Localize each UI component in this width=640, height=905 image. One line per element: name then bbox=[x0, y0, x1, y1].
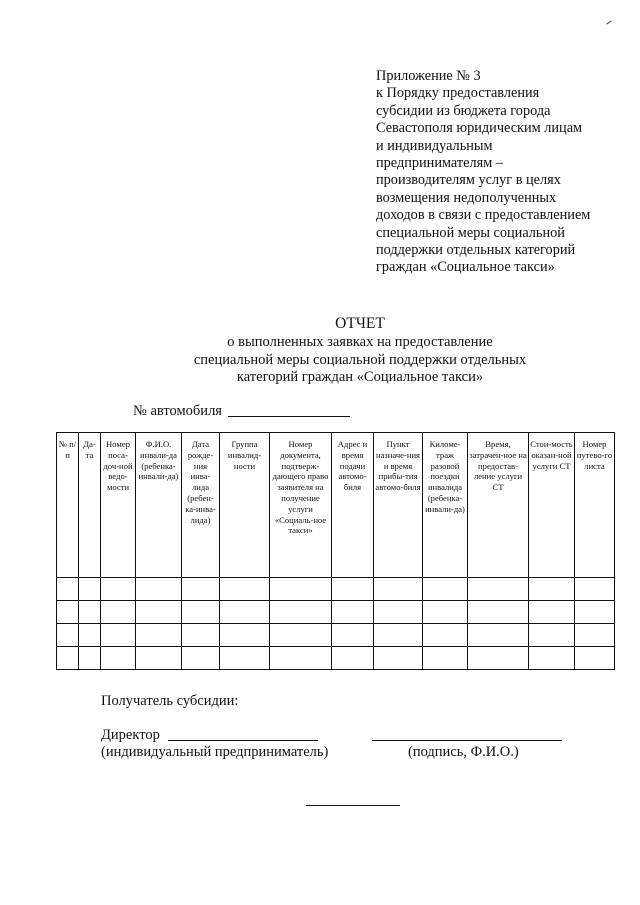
table-cell bbox=[182, 647, 220, 670]
column-header: Стои-мость оказан-ной услуги СТ bbox=[529, 433, 575, 578]
column-header: Да-та bbox=[79, 433, 101, 578]
column-header: Номер документа, подтверж-дающего право заявителя на получение услуги «Социаль-ное такси» bbox=[270, 433, 332, 578]
table-cell bbox=[468, 578, 529, 601]
appendix-line: и индивидуальным bbox=[376, 137, 493, 154]
table-cell bbox=[101, 601, 136, 624]
appendix-line: возмещения недополученных bbox=[376, 189, 557, 206]
table-cell bbox=[79, 601, 101, 624]
table-cell bbox=[374, 647, 423, 670]
table-row bbox=[57, 624, 615, 647]
entrepreneur-caption: (индивидуальный предприниматель) bbox=[101, 744, 329, 760]
table-cell bbox=[182, 601, 220, 624]
report-subtitle-line: о выполненных заявках на предоставление bbox=[227, 334, 493, 350]
subsidy-recipient-label: Получатель субсидии: bbox=[101, 693, 239, 709]
table-cell bbox=[575, 578, 615, 601]
table-cell bbox=[182, 624, 220, 647]
appendix-line: граждан «Социальное такси» bbox=[376, 259, 555, 276]
report-heading: ОТЧЕТ bbox=[335, 315, 385, 332]
table-cell bbox=[220, 601, 270, 624]
column-header: Номер поса-доч-ной ведо-мости bbox=[101, 433, 136, 578]
column-header: Номер путево-го листа bbox=[575, 433, 615, 578]
table-cell bbox=[136, 578, 182, 601]
table-cell bbox=[423, 578, 468, 601]
table-cell bbox=[468, 601, 529, 624]
table-cell bbox=[57, 601, 79, 624]
appendix-line: к Порядку предоставления bbox=[376, 85, 540, 102]
column-header: № п/п bbox=[57, 433, 79, 578]
column-header: Группа инвалид-ности bbox=[220, 433, 270, 578]
table-cell bbox=[374, 578, 423, 601]
column-header: Киломе-траж разовой поездки инвалида (ребенка-инвали-да) bbox=[423, 433, 468, 578]
table-cell bbox=[575, 624, 615, 647]
table-row bbox=[57, 578, 615, 601]
table-cell bbox=[220, 647, 270, 670]
table-cell bbox=[529, 601, 575, 624]
bottom-line bbox=[306, 805, 400, 806]
table-cell bbox=[79, 578, 101, 601]
table-cell bbox=[57, 647, 79, 670]
appendix-line: специальной меры социальной bbox=[376, 224, 565, 241]
table-cell bbox=[423, 624, 468, 647]
appendix-line: предпринимателям – bbox=[376, 155, 503, 172]
table-cell bbox=[374, 624, 423, 647]
table-cell bbox=[79, 624, 101, 647]
table-cell bbox=[468, 624, 529, 647]
table-row bbox=[57, 647, 615, 670]
appendix-line: Севастополя юридическим лицам bbox=[376, 120, 583, 137]
table-cell bbox=[468, 647, 529, 670]
table-cell bbox=[332, 601, 374, 624]
table-cell bbox=[270, 578, 332, 601]
column-header: Адрес и время подачи автомо-биля bbox=[332, 433, 374, 578]
table-cell bbox=[101, 578, 136, 601]
table-row bbox=[57, 601, 615, 624]
appendix-header bbox=[376, 68, 616, 277]
table-cell bbox=[529, 647, 575, 670]
table-header-row bbox=[57, 433, 615, 578]
table-cell bbox=[57, 578, 79, 601]
appendix-line: производителям услуг в целях bbox=[376, 172, 561, 189]
appendix-line: Приложение № 3 bbox=[376, 68, 481, 84]
table-cell bbox=[182, 578, 220, 601]
table-cell bbox=[529, 578, 575, 601]
table-body bbox=[57, 578, 615, 670]
table-cell bbox=[220, 624, 270, 647]
table-cell bbox=[270, 601, 332, 624]
report-subtitle-line: специальной меры социальной поддержки отдельных bbox=[193, 351, 527, 368]
vehicle-number-label: № автомобиля bbox=[133, 403, 222, 419]
appendix-line: субсидии из бюджета города bbox=[376, 102, 551, 119]
table-cell bbox=[529, 624, 575, 647]
table-cell bbox=[332, 578, 374, 601]
table-cell bbox=[270, 647, 332, 670]
table-cell bbox=[575, 647, 615, 670]
table-cell bbox=[136, 647, 182, 670]
appendix-line: доходов в связи с предоставлением bbox=[376, 207, 591, 224]
table-cell bbox=[220, 578, 270, 601]
table-cell bbox=[136, 624, 182, 647]
column-header: Пункт назначе-ния и время прибы-тия автомо-биля bbox=[374, 433, 423, 578]
table-cell bbox=[136, 601, 182, 624]
director-field bbox=[101, 727, 318, 744]
table-cell bbox=[575, 601, 615, 624]
table-cell bbox=[101, 624, 136, 647]
appendix-line: поддержки отдельных категорий bbox=[376, 242, 576, 259]
scan-mark bbox=[606, 20, 611, 24]
table-cell bbox=[423, 601, 468, 624]
table-cell bbox=[79, 647, 101, 670]
signature-caption: (подпись, Ф.И.О.) bbox=[408, 744, 519, 760]
column-header: Ф.И.О. инвали-да (ребенка-инвали-да) bbox=[136, 433, 182, 578]
table-cell bbox=[332, 624, 374, 647]
report-table bbox=[56, 432, 615, 670]
report-subtitle-line: категорий граждан «Социальное такси» bbox=[236, 369, 484, 386]
column-header: Время, затрачен-ное на предостав-ление услуги СТ bbox=[468, 433, 529, 578]
column-header: Дата рожде-ния инва-лида (ребен-ка-инва-лида) bbox=[182, 433, 220, 578]
signature-line bbox=[372, 740, 562, 741]
director-label: Директор bbox=[101, 727, 160, 743]
table-cell bbox=[423, 647, 468, 670]
vehicle-number-field bbox=[133, 403, 350, 420]
report-title bbox=[120, 314, 600, 387]
table-cell bbox=[57, 624, 79, 647]
table-cell bbox=[332, 647, 374, 670]
director-blank bbox=[168, 740, 318, 741]
table-cell bbox=[374, 601, 423, 624]
table-cell bbox=[270, 624, 332, 647]
vehicle-number-blank bbox=[228, 416, 350, 417]
table-cell bbox=[101, 647, 136, 670]
